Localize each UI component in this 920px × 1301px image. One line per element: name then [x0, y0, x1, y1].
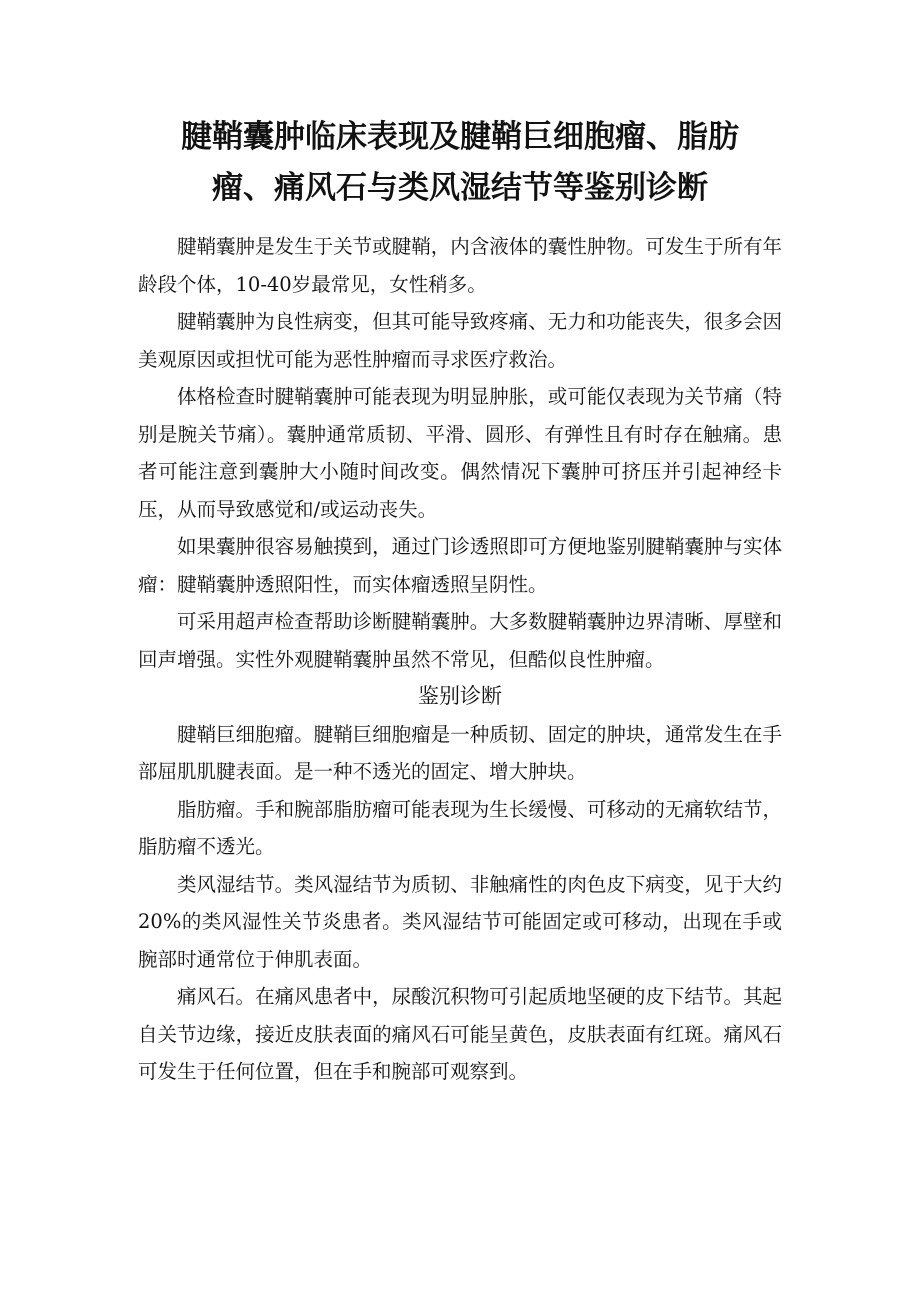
section-heading: 鉴别诊断: [418, 684, 502, 708]
paragraph-tophus: 痛风石。在痛风患者中，尿酸沉积物可引起质地坚硬的皮下结节。其起自关节边缘，接近皮肤表面的痛风石可能呈黄色，皮肤表面有红斑。痛风石可发生于任何位置，但在手和腕部可观察到。: [138, 985, 782, 1083]
paragraph-ultrasound: 可采用超声检查帮助诊断腱鞘囊肿。大多数腱鞘囊肿边界清晰、厚壁和回声增强。实性外观腱鞘囊肿虽然不常见，但酷似良性肿瘤。: [138, 610, 782, 671]
paragraph-lipoma: 脂肪瘤。手和腕部脂肪瘤可能表现为生长缓慢、可移动的无痛软结节，脂肪瘤不透光。: [138, 797, 782, 858]
paragraph-giant-cell-tumor: 腱鞘巨细胞瘤。腱鞘巨细胞瘤是一种质韧、固定的肿块，通常发生在手部屈肌肌腱表面。是一种不透光的固定、增大肿块。: [138, 722, 782, 783]
paragraph-definition: 腱鞘囊肿是发生于关节或腱鞘，内含液体的囊性肿物。可发生于所有年龄段个体，10-40岁最常见，女性稍多。: [138, 235, 782, 296]
document-title: [120, 112, 800, 214]
paragraph-benign-nature: 腱鞘囊肿为良性病变，但其可能导致疼痛、无力和功能丧失，很多会因美观原因或担忧可能为恶性肿瘤而寻求医疗救治。: [138, 310, 782, 371]
paragraph-physical-exam: 体格检查时腱鞘囊肿可能表现为明显肿胀，或可能仅表现为关节痛（特别是腕关节痛）。囊肿通常质韧、平滑、圆形、有弹性且有时存在触痛。患者可能注意到囊肿大小随时间改变。偶然情况下囊肿可挤压并引起神经卡压，从而导致感觉和/或运动丧失。: [138, 385, 782, 521]
document-body: [138, 228, 782, 1091]
paragraph-rheumatoid-nodule: 类风湿结节。类风湿结节为质韧、非触痛性的肉色皮下病变，见于大约20%的类风湿性关节炎患者。类风湿结节可能固定或可移动，出现在手或腕部时通常位于伸肌表面。: [138, 872, 782, 971]
paragraph-transillumination: 如果囊肿很容易触摸到，通过门诊透照即可方便地鉴别腱鞘囊肿与实体瘤：腱鞘囊肿透照阳性，而实体瘤透照呈阴性。: [138, 535, 782, 596]
title-line-1: 腱鞘囊肿临床表现及腱鞘巨细胞瘤、脂肪: [181, 119, 739, 155]
title-line-2: 瘤、痛风石与类风湿结节等鉴别诊断: [212, 170, 708, 206]
